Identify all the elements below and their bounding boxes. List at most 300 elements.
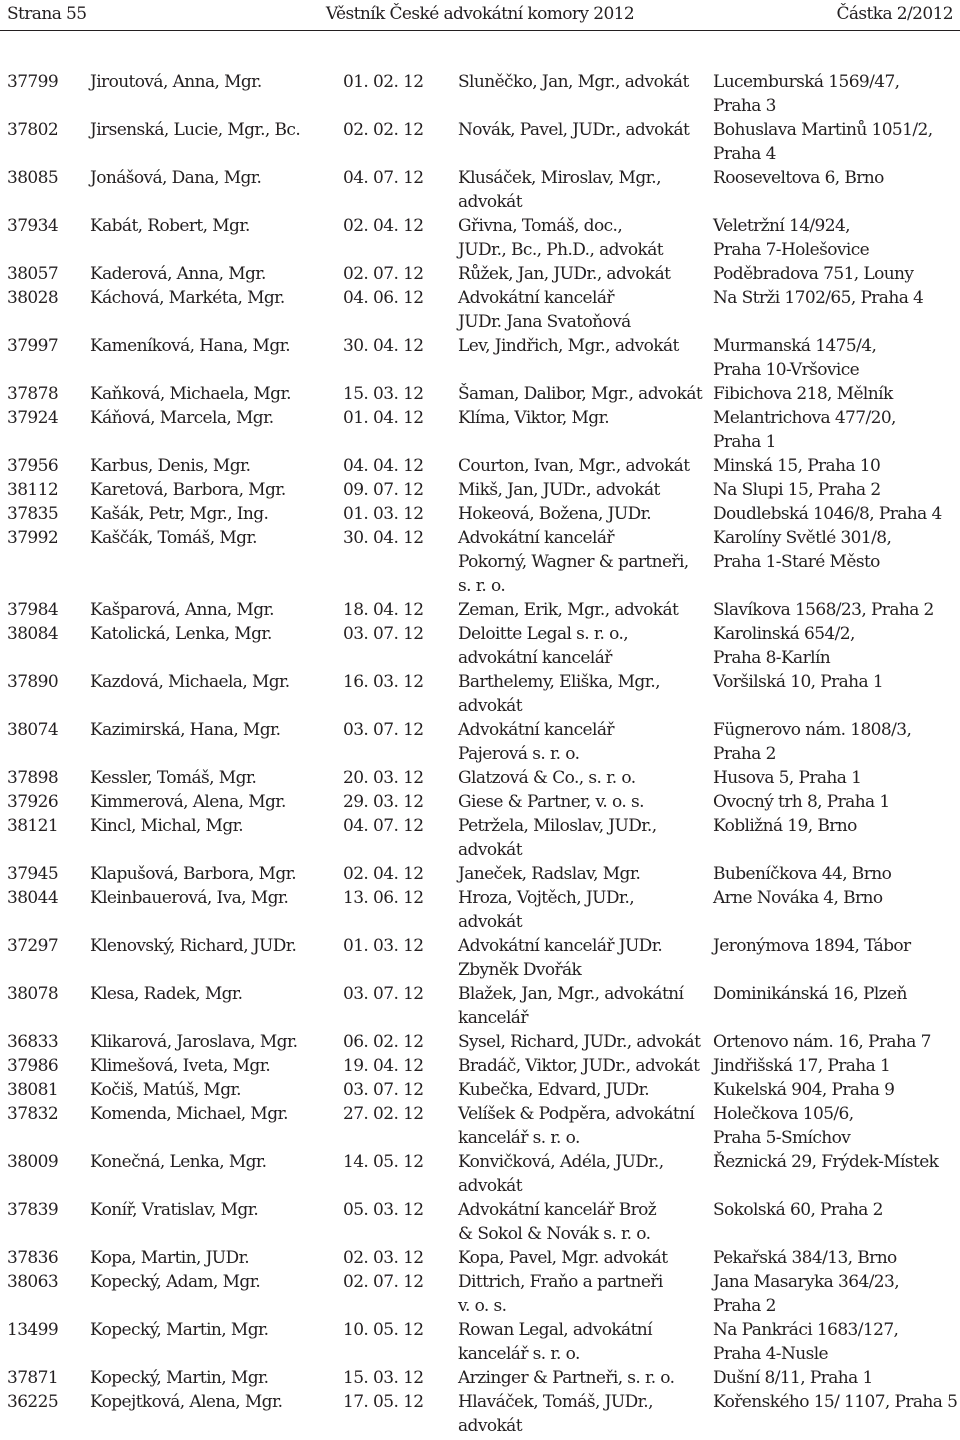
trainee-name: Komenda, Michael, Mgr. [90, 1104, 288, 1124]
supervising-attorney [458, 454, 713, 478]
registration-number: 38121 [7, 816, 59, 836]
registration-date: 18. 04. 12 [343, 600, 424, 620]
page-header [0, 0, 960, 31]
table-row [0, 1270, 960, 1318]
address-line: Doudlebská 1046/8, Praha 4 [713, 504, 942, 524]
table-row [0, 598, 960, 622]
issue-number: Částka 2/2012 [836, 4, 953, 24]
address-line: Praha 1 [713, 432, 776, 452]
supervising-attorney [458, 1198, 713, 1246]
registration-number: 37297 [7, 936, 59, 956]
supervisor-line: Velíšek & Podpěra, advokátní [458, 1104, 695, 1124]
registration-date: 05. 03. 12 [343, 1200, 424, 1220]
address-line: Melantrichova 477/20, [713, 408, 896, 428]
supervising-attorney [458, 1150, 713, 1198]
trainee-name: Kleinbauerová, Iva, Mgr. [90, 888, 289, 908]
trainee-name: Káchová, Markéta, Mgr. [90, 288, 285, 308]
supervisor-line: Hlaváček, Tomáš, JUDr., [458, 1392, 653, 1412]
office-address [713, 334, 958, 382]
table-row [0, 526, 960, 598]
trainee-name: Kopecký, Martin, Mgr. [90, 1368, 269, 1388]
registration-number: 38112 [7, 480, 59, 500]
address-line: Jana Masaryka 364/23, [713, 1272, 900, 1292]
supervising-attorney [458, 1366, 713, 1390]
supervisor-line: Pajerová s. r. o. [458, 744, 580, 764]
supervisor-line: Arzinger & Partneři, s. r. o. [458, 1368, 675, 1388]
supervising-attorney [458, 670, 713, 718]
address-line: Praha 8-Karlín [713, 648, 831, 668]
registration-date: 17. 05. 12 [343, 1392, 424, 1412]
registration-date: 02. 07. 12 [343, 1272, 424, 1292]
address-line: Jindřišská 17, Praha 1 [713, 1056, 891, 1076]
registration-date: 15. 03. 12 [343, 384, 424, 404]
office-address [713, 1246, 958, 1270]
table-row [0, 814, 960, 862]
registration-number: 37836 [7, 1248, 59, 1268]
supervising-attorney [458, 1030, 713, 1054]
supervising-attorney [458, 814, 713, 862]
table-row [0, 118, 960, 166]
supervisor-line: Dittrich, Fraňo a partneři [458, 1272, 663, 1292]
office-address [713, 982, 958, 1006]
supervisor-line: Petržela, Miloslav, JUDr., [458, 816, 657, 836]
trainee-name: Jonášová, Dana, Mgr. [90, 168, 262, 188]
office-address [713, 1030, 958, 1054]
registration-number: 38057 [7, 264, 59, 284]
trainee-name: Kašák, Petr, Mgr., Ing. [90, 504, 269, 524]
office-address [713, 118, 958, 166]
registration-date: 01. 04. 12 [343, 408, 424, 428]
supervising-attorney [458, 1270, 713, 1318]
trainee-name: Kaňková, Michaela, Mgr. [90, 384, 291, 404]
office-address [713, 598, 958, 622]
registration-date: 03. 07. 12 [343, 1080, 424, 1100]
office-address [713, 718, 958, 766]
address-line: Rooseveltova 6, Brno [713, 168, 884, 188]
supervisor-line: kancelář s. r. o. [458, 1128, 580, 1148]
office-address [713, 70, 958, 118]
supervising-attorney [458, 286, 713, 334]
office-address [713, 406, 958, 454]
table-row [0, 1150, 960, 1198]
supervising-attorney [458, 886, 713, 934]
trainee-register-table [0, 70, 960, 1438]
office-address [713, 814, 958, 838]
supervisor-line: Hokeová, Božena, JUDr. [458, 504, 652, 524]
registration-date: 15. 03. 12 [343, 1368, 424, 1388]
registration-date: 09. 07. 12 [343, 480, 424, 500]
table-row [0, 622, 960, 670]
table-row [0, 1054, 960, 1078]
registration-date: 13. 06. 12 [343, 888, 424, 908]
supervisor-line: Rowan Legal, advokátní [458, 1320, 652, 1340]
supervisor-line: Kubečka, Edvard, JUDr. [458, 1080, 650, 1100]
office-address [713, 526, 958, 574]
address-line: Praha 4 [713, 144, 776, 164]
registration-number: 38081 [7, 1080, 59, 1100]
supervisor-line: Blažek, Jan, Mgr., advokátní [458, 984, 684, 1004]
supervisor-line: Klusáček, Miroslav, Mgr., [458, 168, 661, 188]
office-address [713, 478, 958, 502]
address-line: Sokolská 60, Praha 2 [713, 1200, 883, 1220]
registration-date: 30. 04. 12 [343, 336, 424, 356]
office-address [713, 1270, 958, 1318]
table-row [0, 382, 960, 406]
supervising-attorney [458, 166, 713, 214]
supervisor-line: Advokátní kancelář [458, 720, 614, 740]
registration-date: 03. 07. 12 [343, 624, 424, 644]
supervisor-line: advokát [458, 696, 522, 716]
trainee-name: Konečná, Lenka, Mgr. [90, 1152, 267, 1172]
address-line: Bohuslava Martinů 1051/2, [713, 120, 933, 140]
trainee-name: Kaščák, Tomáš, Mgr. [90, 528, 257, 548]
office-address [713, 1390, 958, 1414]
trainee-name: Káňová, Marcela, Mgr. [90, 408, 274, 428]
trainee-name: Klesa, Radek, Mgr. [90, 984, 243, 1004]
trainee-name: Koníř, Vratislav, Mgr. [90, 1200, 259, 1220]
address-line: Praha 7-Holešovice [713, 240, 870, 260]
supervising-attorney [458, 766, 713, 790]
table-row [0, 166, 960, 214]
supervisor-line: Advokátní kancelář [458, 288, 614, 308]
registration-date: 02. 07. 12 [343, 264, 424, 284]
supervisor-line: advokát [458, 912, 522, 932]
table-row [0, 262, 960, 286]
registration-number: 37890 [7, 672, 59, 692]
registration-date: 02. 04. 12 [343, 864, 424, 884]
trainee-name: Kimmerová, Alena, Mgr. [90, 792, 286, 812]
office-address [713, 862, 958, 886]
address-line: Praha 10-Vršovice [713, 360, 860, 380]
registration-number: 37956 [7, 456, 59, 476]
trainee-name: Kazdová, Michaela, Mgr. [90, 672, 290, 692]
address-line: Fibichova 218, Mělník [713, 384, 893, 404]
trainee-name: Klikarová, Jaroslava, Mgr. [90, 1032, 298, 1052]
address-line: Řeznická 29, Frýdek-Místek [713, 1152, 939, 1172]
supervising-attorney [458, 1246, 713, 1270]
supervisor-line: Mikš, Jan, JUDr., advokát [458, 480, 660, 500]
supervisor-line: & Sokol & Novák s. r. o. [458, 1224, 651, 1244]
supervisor-line: Konvičková, Adéla, JUDr., [458, 1152, 664, 1172]
address-line: Na Slupi 15, Praha 2 [713, 480, 881, 500]
address-line: Dušní 8/11, Praha 1 [713, 1368, 873, 1388]
supervisor-line: Růžek, Jan, JUDr., advokát [458, 264, 671, 284]
office-address [713, 622, 958, 670]
table-row [0, 886, 960, 934]
table-row [0, 1390, 960, 1438]
supervising-attorney [458, 478, 713, 502]
table-row [0, 334, 960, 382]
registration-number: 37986 [7, 1056, 59, 1076]
supervisor-line: Lev, Jindřich, Mgr., advokát [458, 336, 679, 356]
office-address [713, 1318, 958, 1366]
address-line: Ortenovo nám. 16, Praha 7 [713, 1032, 931, 1052]
office-address [713, 670, 958, 694]
supervising-attorney [458, 262, 713, 286]
office-address [713, 1102, 958, 1150]
page-number: Strana 55 [7, 4, 87, 24]
supervisor-line: Pokorný, Wagner & partneři, [458, 552, 689, 572]
address-line: Minská 15, Praha 10 [713, 456, 881, 476]
registration-number: 37878 [7, 384, 59, 404]
registration-number: 37871 [7, 1368, 59, 1388]
office-address [713, 790, 958, 814]
supervisor-line: Advokátní kancelář [458, 528, 614, 548]
address-line: Dominikánská 16, Plzeň [713, 984, 907, 1004]
table-row [0, 1318, 960, 1366]
registration-number: 38028 [7, 288, 59, 308]
office-address [713, 166, 958, 190]
address-line: Praha 3 [713, 96, 776, 116]
supervisor-line: Advokátní kancelář Brož [458, 1200, 657, 1220]
office-address [713, 214, 958, 262]
table-row [0, 934, 960, 982]
supervising-attorney [458, 70, 713, 94]
table-row [0, 790, 960, 814]
supervising-attorney [458, 1078, 713, 1102]
supervisor-line: Kopa, Pavel, Mgr. advokát [458, 1248, 668, 1268]
registration-number: 38085 [7, 168, 59, 188]
registration-number: 37898 [7, 768, 59, 788]
address-line: Na Pankráci 1683/127, [713, 1320, 899, 1340]
table-row [0, 502, 960, 526]
table-row [0, 1030, 960, 1054]
address-line: Poděbradova 751, Louny [713, 264, 914, 284]
supervisor-line: advokát [458, 840, 522, 860]
supervisor-line: Giese & Partner, v. o. s. [458, 792, 644, 812]
table-row [0, 1366, 960, 1390]
registration-number: 37945 [7, 864, 59, 884]
registration-number: 38044 [7, 888, 59, 908]
supervisor-line: v. o. s. [458, 1296, 507, 1316]
supervising-attorney [458, 1102, 713, 1150]
table-row [0, 1102, 960, 1150]
office-address [713, 454, 958, 478]
office-address [713, 286, 958, 310]
registration-number: 37926 [7, 792, 59, 812]
supervising-attorney [458, 502, 713, 526]
supervising-attorney [458, 406, 713, 430]
supervisor-line: JUDr., Bc., Ph.D., advokát [458, 240, 664, 260]
address-line: Karolinská 654/2, [713, 624, 855, 644]
address-line: Veletržní 14/924, [713, 216, 850, 236]
address-line: Slavíkova 1568/23, Praha 2 [713, 600, 934, 620]
supervising-attorney [458, 1318, 713, 1366]
supervising-attorney [458, 214, 713, 262]
supervising-attorney [458, 382, 713, 406]
registration-date: 06. 02. 12 [343, 1032, 424, 1052]
table-row [0, 1246, 960, 1270]
supervising-attorney [458, 622, 713, 670]
supervisor-line: advokát [458, 192, 522, 212]
table-row [0, 1198, 960, 1246]
supervisor-line: Sysel, Richard, JUDr., advokát [458, 1032, 701, 1052]
trainee-name: Jirsenská, Lucie, Mgr., Bc. [90, 120, 301, 140]
address-line: Praha 2 [713, 744, 776, 764]
registration-date: 19. 04. 12 [343, 1056, 424, 1076]
supervisor-line: Glatzová & Co., s. r. o. [458, 768, 636, 788]
supervisor-line: Bradáč, Viktor, JUDr., advokát [458, 1056, 700, 1076]
registration-date: 20. 03. 12 [343, 768, 424, 788]
supervisor-line: advokátní kancelář [458, 648, 612, 668]
registration-date: 04. 04. 12 [343, 456, 424, 476]
trainee-name: Kočiš, Matúš, Mgr. [90, 1080, 241, 1100]
supervisor-line: Hroza, Vojtěch, JUDr., [458, 888, 635, 908]
registration-number: 38063 [7, 1272, 59, 1292]
supervisor-line: Barthelemy, Eliška, Mgr., [458, 672, 660, 692]
trainee-name: Kašparová, Anna, Mgr. [90, 600, 274, 620]
address-line: Praha 2 [713, 1296, 776, 1316]
registration-number: 37835 [7, 504, 59, 524]
office-address [713, 1150, 958, 1174]
registration-date: 03. 07. 12 [343, 720, 424, 740]
table-row [0, 478, 960, 502]
registration-date: 04. 07. 12 [343, 816, 424, 836]
supervising-attorney [458, 982, 713, 1030]
trainee-name: Kopa, Martin, JUDr. [90, 1248, 250, 1268]
supervisor-line: Gřivna, Tomáš, doc., [458, 216, 623, 236]
supervising-attorney [458, 934, 713, 982]
trainee-name: Katolická, Lenka, Mgr. [90, 624, 272, 644]
trainee-name: Kopecký, Martin, Mgr. [90, 1320, 269, 1340]
trainee-name: Kessler, Tomáš, Mgr. [90, 768, 257, 788]
address-line: Ovocný trh 8, Praha 1 [713, 792, 890, 812]
address-line: Bubeníčkova 44, Brno [713, 864, 892, 884]
trainee-name: Klenovský, Richard, JUDr. [90, 936, 297, 956]
registration-date: 29. 03. 12 [343, 792, 424, 812]
supervising-attorney [458, 118, 713, 142]
trainee-name: Kazimirská, Hana, Mgr. [90, 720, 281, 740]
address-line: Praha 5-Smíchov [713, 1128, 851, 1148]
registration-number: 36833 [7, 1032, 59, 1052]
registration-date: 03. 07. 12 [343, 984, 424, 1004]
supervisor-line: s. r. o. [458, 576, 506, 596]
registration-number: 37832 [7, 1104, 59, 1124]
registration-number: 38084 [7, 624, 59, 644]
supervisor-line: Zeman, Erik, Mgr., advokát [458, 600, 679, 620]
office-address [713, 502, 958, 526]
registration-number: 37997 [7, 336, 59, 356]
trainee-name: Kopecký, Adam, Mgr. [90, 1272, 261, 1292]
supervising-attorney [458, 526, 713, 598]
registration-number: 38009 [7, 1152, 59, 1172]
table-row [0, 214, 960, 262]
supervisor-line: advokát [458, 1176, 522, 1196]
office-address [713, 1198, 958, 1222]
registration-date: 02. 04. 12 [343, 216, 424, 236]
registration-number: 13499 [7, 1320, 59, 1340]
address-line: Karolíny Světlé 301/8, [713, 528, 892, 548]
supervising-attorney [458, 1054, 713, 1078]
supervising-attorney [458, 862, 713, 886]
address-line: Kořenského 15/ 1107, Praha 5 [713, 1392, 958, 1412]
trainee-name: Klimešová, Iveta, Mgr. [90, 1056, 271, 1076]
supervisor-line: Sluněčko, Jan, Mgr., advokát [458, 72, 689, 92]
address-line: Pekařská 384/13, Brno [713, 1248, 897, 1268]
registration-number: 37839 [7, 1200, 59, 1220]
address-line: Praha 1-Staré Město [713, 552, 880, 572]
address-line: Husova 5, Praha 1 [713, 768, 862, 788]
supervisor-line: Courton, Ivan, Mgr., advokát [458, 456, 690, 476]
registration-number: 37934 [7, 216, 59, 236]
supervisor-line: JUDr. Jana Svatoňová [458, 312, 631, 332]
registration-date: 27. 02. 12 [343, 1104, 424, 1124]
address-line: Na Strži 1702/65, Praha 4 [713, 288, 924, 308]
address-line: Voršilská 10, Praha 1 [713, 672, 884, 692]
trainee-name: Karetová, Barbora, Mgr. [90, 480, 286, 500]
table-row [0, 406, 960, 454]
supervisor-line: Novák, Pavel, JUDr., advokát [458, 120, 690, 140]
table-row [0, 718, 960, 766]
table-row [0, 766, 960, 790]
trainee-name: Kaderová, Anna, Mgr. [90, 264, 266, 284]
table-row [0, 982, 960, 1030]
office-address [713, 1054, 958, 1078]
registration-number: 38074 [7, 720, 59, 740]
supervisor-line: Zbyněk Dvořák [458, 960, 582, 980]
supervisor-line: Klíma, Viktor, Mgr. [458, 408, 610, 428]
supervising-attorney [458, 598, 713, 622]
trainee-name: Kameníková, Hana, Mgr. [90, 336, 291, 356]
table-row [0, 670, 960, 718]
office-address [713, 1366, 958, 1390]
registration-date: 14. 05. 12 [343, 1152, 424, 1172]
registration-number: 37802 [7, 120, 59, 140]
registration-number: 37992 [7, 528, 59, 548]
address-line: Lucemburská 1569/47, [713, 72, 900, 92]
address-line: Praha 4-Nusle [713, 1344, 828, 1364]
address-line: Kukelská 904, Praha 9 [713, 1080, 895, 1100]
registration-date: 01. 02. 12 [343, 72, 424, 92]
office-address [713, 766, 958, 790]
trainee-name: Jiroutová, Anna, Mgr. [90, 72, 262, 92]
supervising-attorney [458, 718, 713, 766]
table-row [0, 454, 960, 478]
address-line: Arne Nováka 4, Brno [713, 888, 883, 908]
registration-date: 02. 02. 12 [343, 120, 424, 140]
registration-date: 02. 03. 12 [343, 1248, 424, 1268]
address-line: Holečkova 105/6, [713, 1104, 854, 1124]
table-row [0, 1078, 960, 1102]
registration-date: 16. 03. 12 [343, 672, 424, 692]
registration-date: 04. 06. 12 [343, 288, 424, 308]
registration-date: 01. 03. 12 [343, 936, 424, 956]
supervisor-line: advokát [458, 1416, 522, 1436]
address-line: Jeronýmova 1894, Tábor [713, 936, 911, 956]
trainee-name: Karbus, Denis, Mgr. [90, 456, 251, 476]
supervising-attorney [458, 790, 713, 814]
registration-number: 38078 [7, 984, 59, 1004]
table-row [0, 862, 960, 886]
supervising-attorney [458, 334, 713, 358]
table-row [0, 286, 960, 334]
office-address [713, 1078, 958, 1102]
office-address [713, 934, 958, 958]
registration-date: 01. 03. 12 [343, 504, 424, 524]
registration-number: 37799 [7, 72, 59, 92]
journal-title: Věstník České advokátní komory 2012 [325, 4, 635, 24]
registration-number: 36225 [7, 1392, 59, 1412]
trainee-name: Kabát, Robert, Mgr. [90, 216, 250, 236]
address-line: Murmanská 1475/4, [713, 336, 877, 356]
office-address [713, 886, 958, 910]
supervisor-line: Deloitte Legal s. r. o., [458, 624, 629, 644]
registration-date: 30. 04. 12 [343, 528, 424, 548]
registration-date: 10. 05. 12 [343, 1320, 424, 1340]
trainee-name: Kincl, Michal, Mgr. [90, 816, 244, 836]
table-row [0, 70, 960, 118]
trainee-name: Kopejtková, Alena, Mgr. [90, 1392, 283, 1412]
